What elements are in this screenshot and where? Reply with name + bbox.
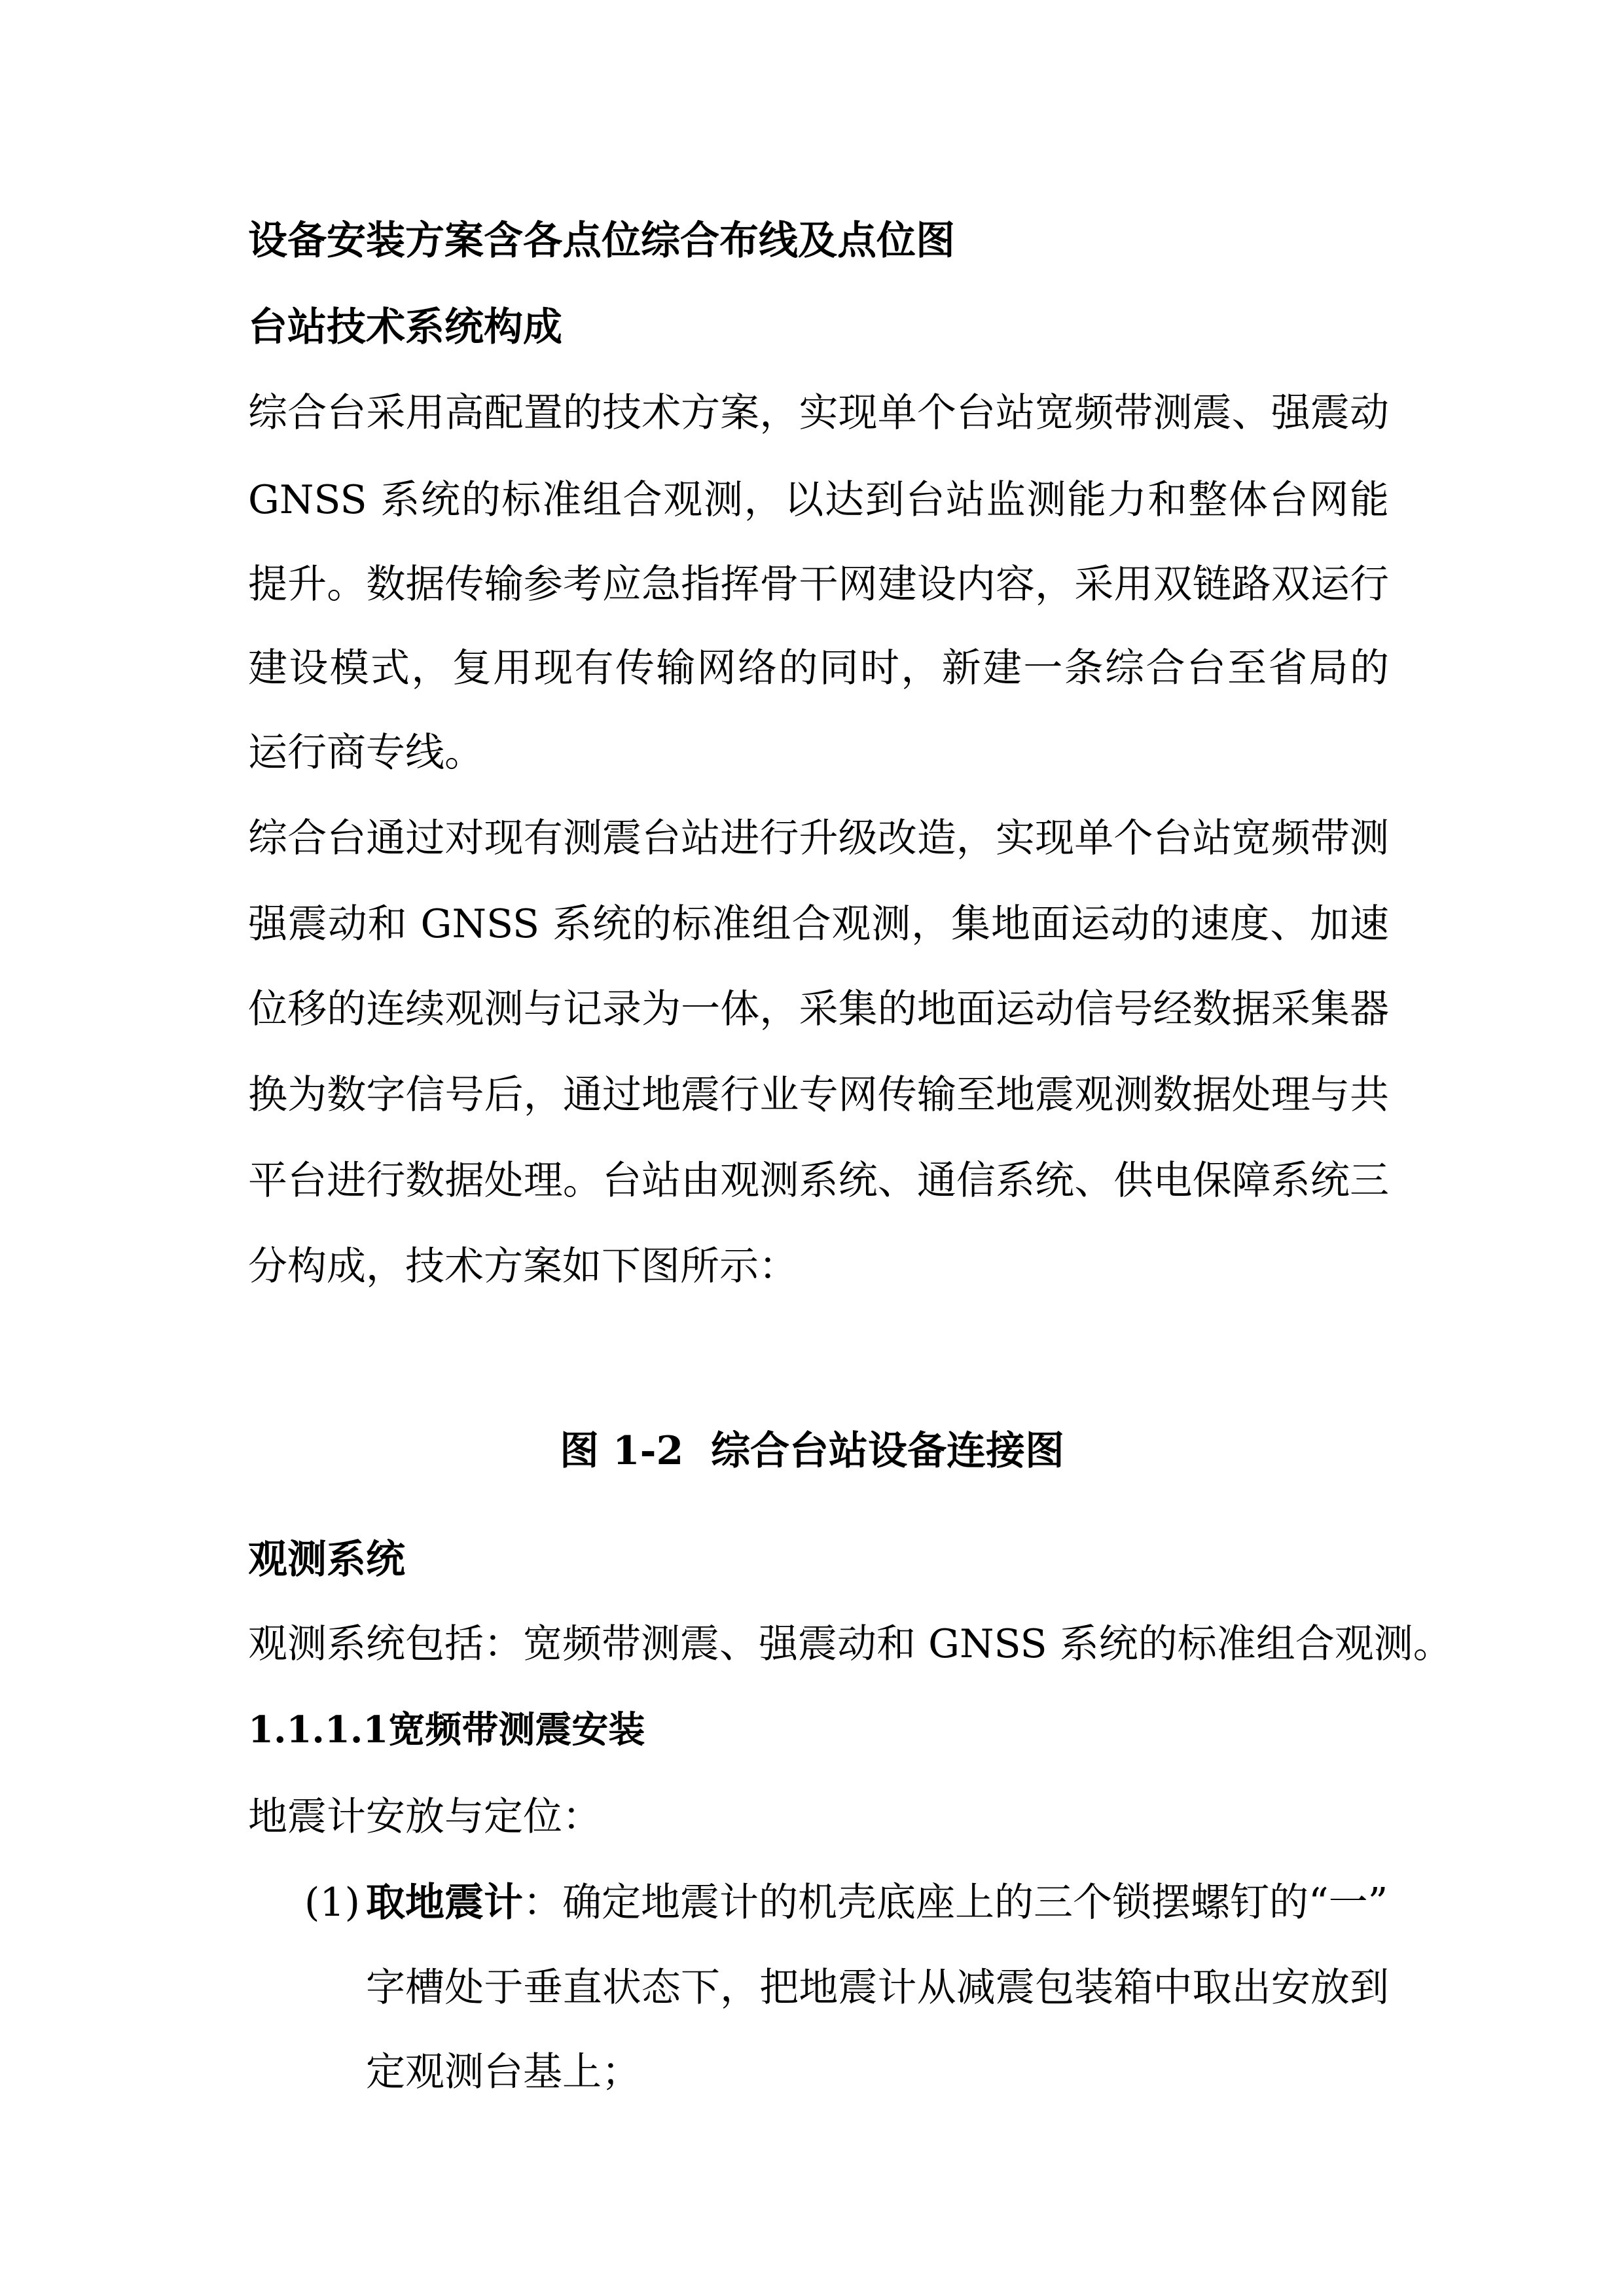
list-item-text: ：确定地震计的机壳底座上的三个锁摆螺钉的“一” xyxy=(523,1880,1388,1926)
paragraph-line: 综合台通过对现有测震台站进行升级改造，实现单个台站宽频带测 xyxy=(248,816,1389,861)
paragraph-line: 运行商专线。 xyxy=(248,730,484,776)
list-item-line: 字槽处于垂直状态下，把地震计从减震包装箱中取出安放到 xyxy=(366,1965,1389,2011)
paragraph-line: 分构成，技术方案如下图所示： xyxy=(248,1244,798,1289)
paragraph-line: 地震计安放与定位： xyxy=(248,1794,602,1840)
paragraph-line: 强震动和 GNSS 系统的标准组合观测，集地面运动的速度、加速 xyxy=(248,901,1389,947)
paragraph-line: 换为数字信号后，通过地震行业专网传输至地震观测数据处理与共 xyxy=(248,1072,1389,1118)
list-item-line xyxy=(366,1876,1389,1929)
list-item-line: 定观测台基上； xyxy=(366,2049,641,2095)
section-heading: 观测系统 xyxy=(248,1537,405,1583)
paragraph-line: 观测系统包括：宽频带测震、强震动和 GNSS 系统的标准组合观测。 xyxy=(248,1621,1453,1667)
paragraph-line: 平台进行数据处理。台站由观测系统、通信系统、供电保障系统三 xyxy=(248,1158,1389,1204)
paragraph-line: 位移的连续观测与记录为一体，采集的地面运动信号经数据采集器 xyxy=(248,986,1389,1032)
paragraph-line: 综合台采用高配置的技术方案，实现单个台站宽频带测震、强震动 xyxy=(248,390,1389,436)
subsection-heading: 1.1.1.1宽频带测震安装 xyxy=(248,1708,645,1751)
figure-caption: 图 1-2 综合台站设备连接图 xyxy=(559,1428,1065,1474)
paragraph-line: 建设模式，复用现有传输网络的同时，新建一条综合台至省局的 xyxy=(248,645,1389,691)
paragraph-line: GNSS 系统的标准组合观测，以达到台站监测能力和整体台网能 xyxy=(248,477,1389,523)
list-item-marker: (1) xyxy=(304,1880,360,1926)
document-title: 设备安装方案含各点位综合布线及点位图 xyxy=(248,218,955,264)
list-item-label: 取地震计 xyxy=(366,1880,523,1926)
paragraph-line: 提升。数据传输参考应急指挥骨干网建设内容，采用双链路双运行 xyxy=(248,562,1389,607)
section-heading: 台站技术系统构成 xyxy=(248,304,562,350)
